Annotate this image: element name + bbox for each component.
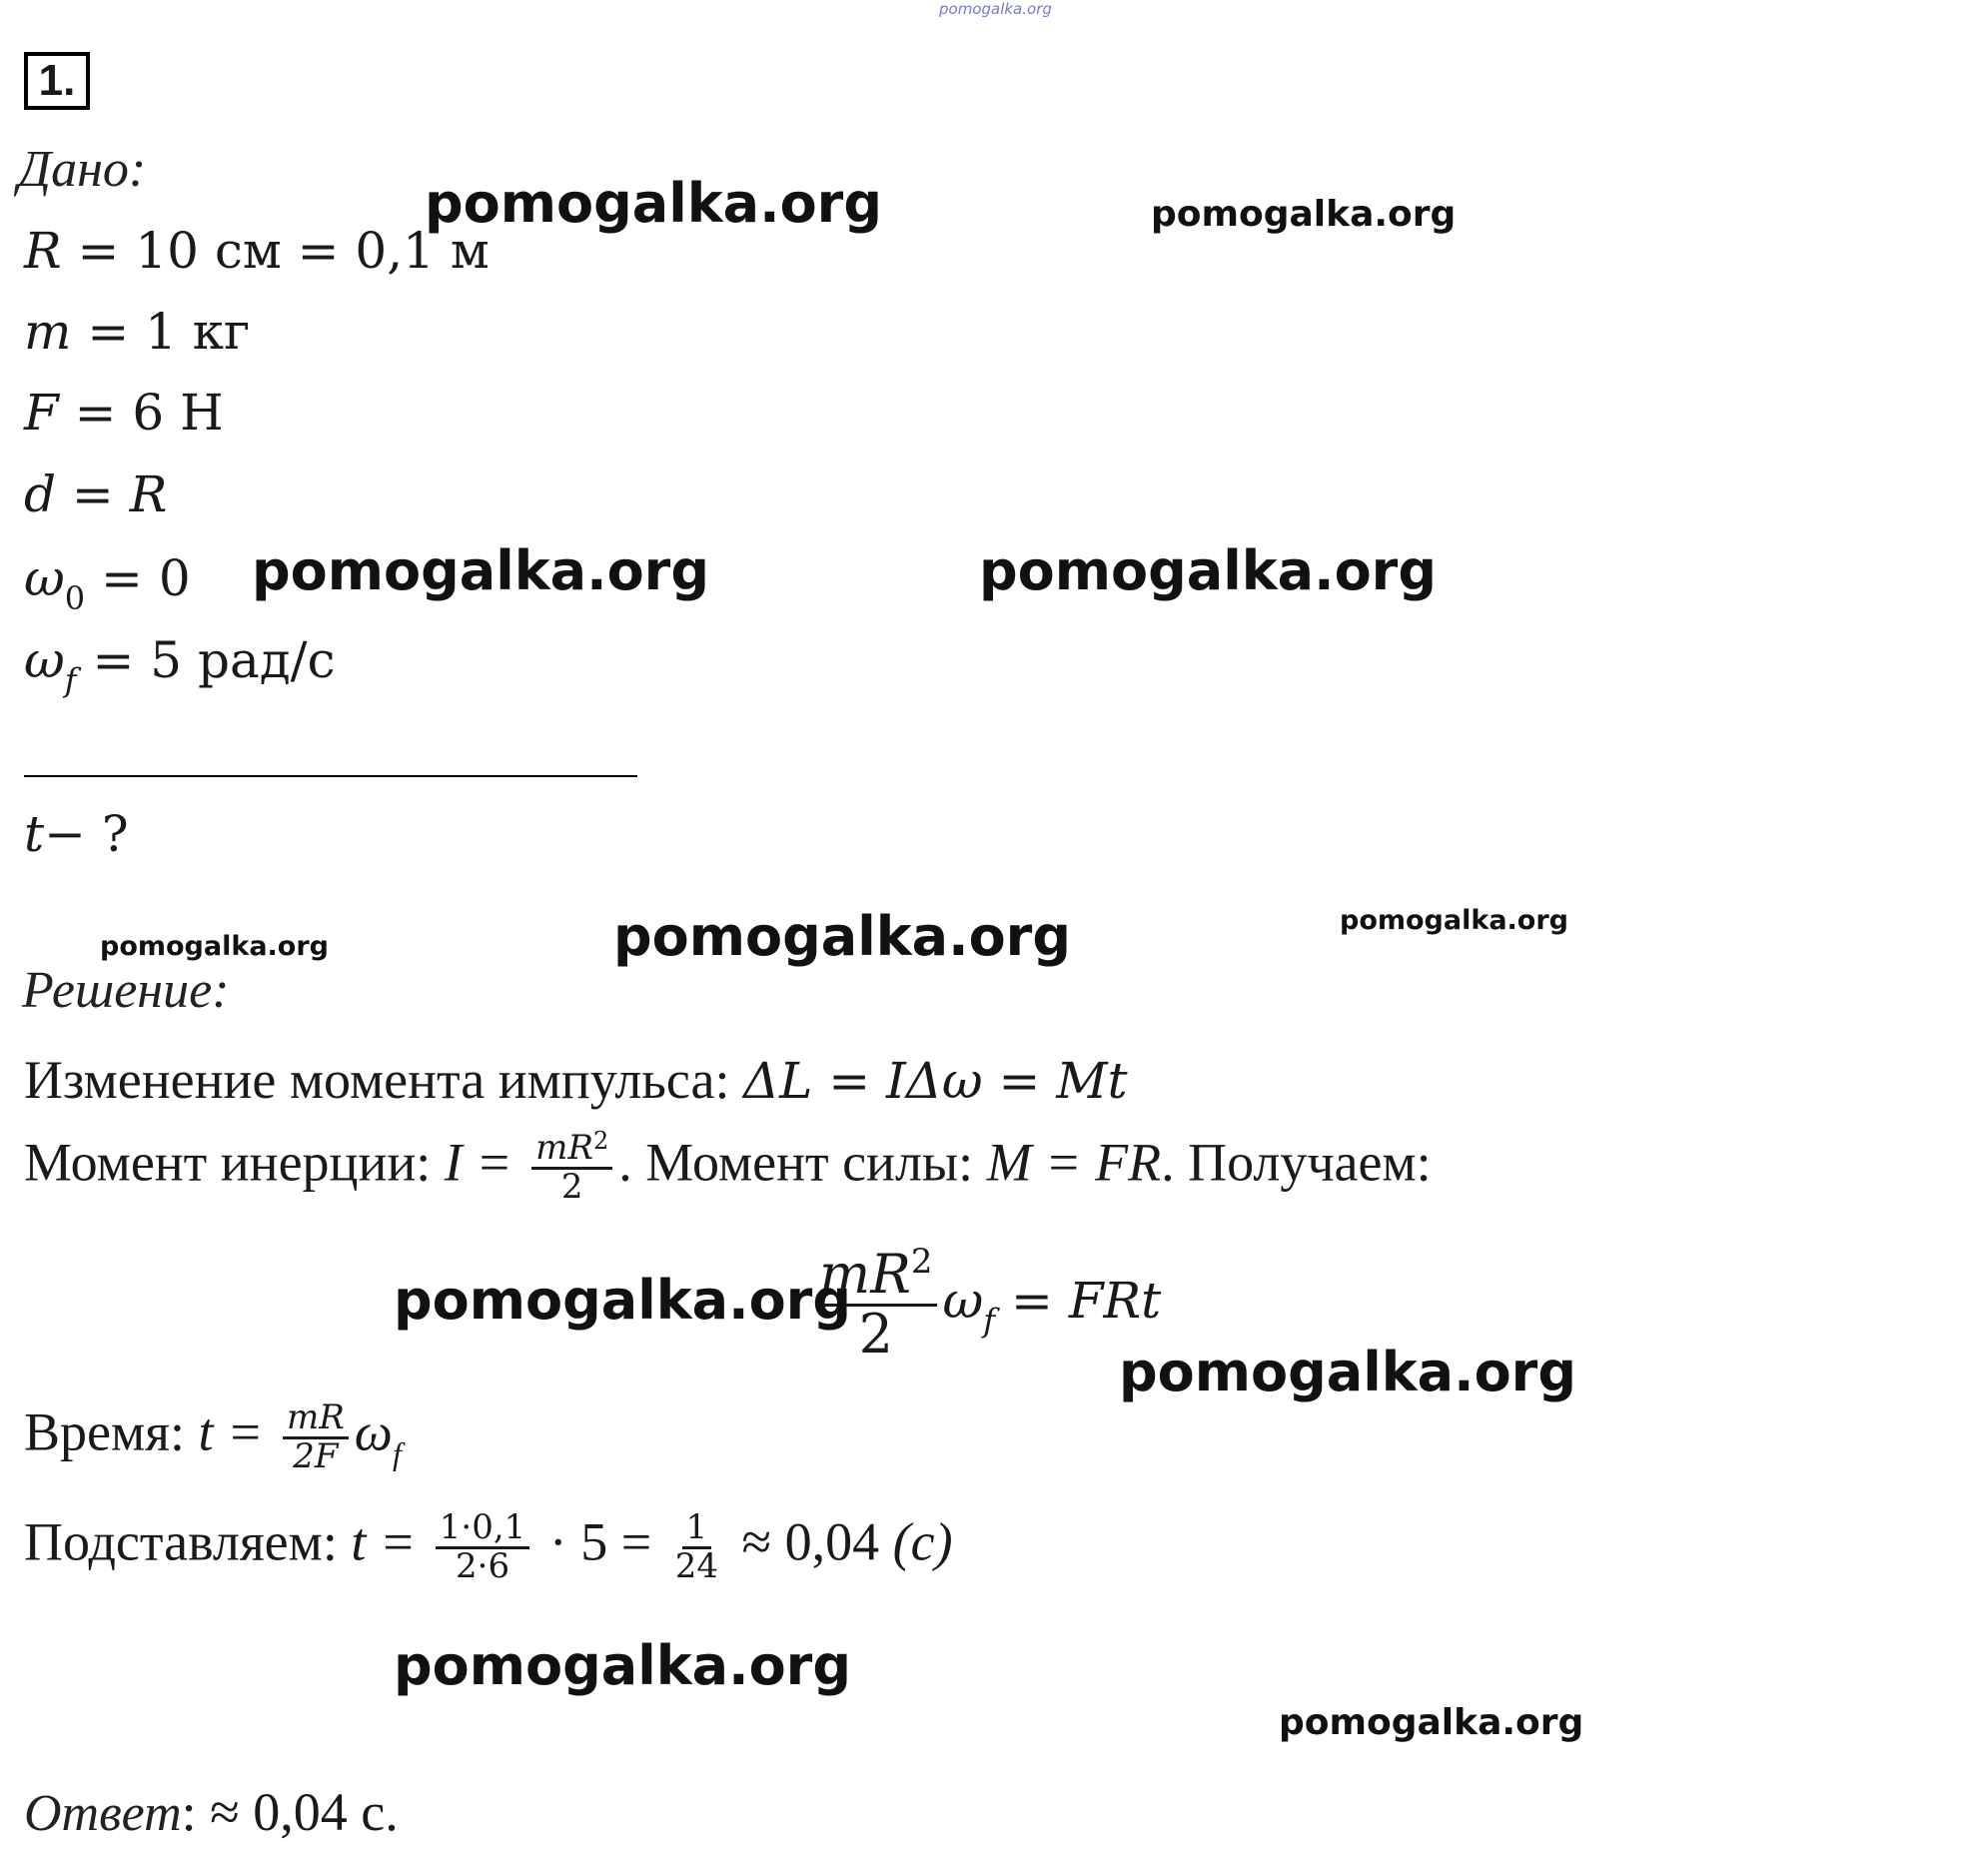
given-m: m = 1 кг (24, 303, 251, 361)
solution-heading: Решение: (22, 962, 230, 1019)
given-heading: Дано: (18, 141, 147, 198)
watermark-1: pomogalka.org (425, 172, 882, 235)
watermark-10: pomogalka.org (394, 1634, 851, 1697)
given-R: R = 10 см = 0,1 м (24, 222, 490, 280)
watermark-6: pomogalka.org (613, 905, 1071, 968)
substitution-fraction: $\frac{1\cdot 0,1}{2\cdot 6}$ (436, 1510, 530, 1584)
time-fraction: $\frac{mR}{2F}$ (283, 1400, 349, 1474)
solution-line-4: Время: t = $\frac{mR}{2F}$ $\omega_f$ (24, 1397, 402, 1476)
watermark-11: pomogalka.org (1279, 1702, 1584, 1743)
result-fraction: $\frac{1}{24}$ (674, 1507, 718, 1586)
answer-label: Ответ (24, 1785, 182, 1842)
given-omega0: $\omega_0 = 0$ (24, 549, 191, 617)
problem-number: 1. (24, 52, 90, 110)
answer (24, 1782, 399, 1851)
solution-line-5: Подставляем: t = $\frac{1\cdot 0,1}{2\cdot 6}$ · 5 = $\frac{1}{24}$ ≈ 0,04 (c) (24, 1507, 953, 1586)
find: t− ? (24, 805, 129, 863)
watermark-9: pomogalka.org (1119, 1341, 1576, 1403)
watermark-4: pomogalka.org (979, 539, 1437, 602)
watermark-8: pomogalka.org (394, 1269, 851, 1332)
solution-line-3: $\frac{mR^2}{2}$ $\omega_f$ = FRt (809, 1247, 1161, 1363)
solution-label: Решение (22, 962, 213, 1019)
inertia-fraction: $\frac{mR^2}{2}$ (531, 1131, 612, 1205)
solution-line-2: Момент инерции: I = $\frac{mR^2}{2}$ . Момент силы: M = FR. Получаем: (24, 1127, 1432, 1207)
main-equation-fraction: $\frac{mR^2}{2}$ (815, 1247, 937, 1363)
given-d: d = R (24, 465, 168, 523)
watermark-2: pomogalka.org (1151, 194, 1457, 235)
watermark-3: pomogalka.org (252, 539, 709, 602)
watermark-5: pomogalka.org (100, 931, 329, 962)
given-F: F = 6 Н (24, 384, 224, 442)
given-omegaf: $\omega_f = 5$ рад/с (24, 631, 336, 699)
solution-line-1: Изменение момента импульса: ΔL = IΔω = Mt (24, 1050, 1128, 1110)
given-label: Дано (18, 141, 129, 198)
watermark-7: pomogalka.org (1340, 905, 1568, 936)
answer-value: : ≈ 0,04 с. (181, 1782, 399, 1842)
watermark-top: pomogalka.org (939, 0, 1052, 18)
given-divider (24, 775, 637, 777)
